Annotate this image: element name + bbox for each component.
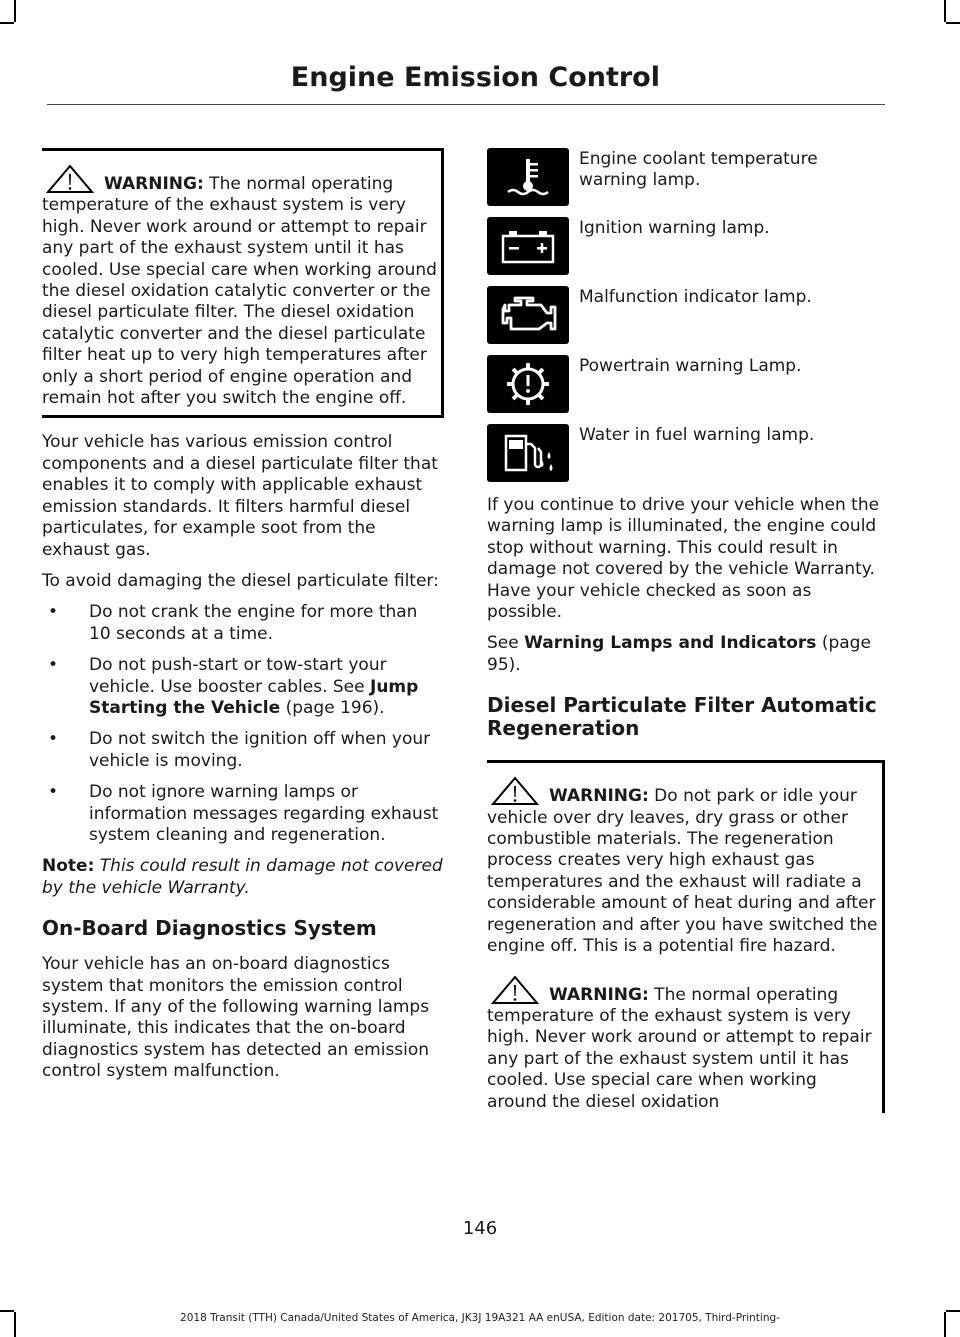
page-number: 146 xyxy=(462,1218,498,1239)
title-divider xyxy=(47,104,885,105)
lamp-label: Malfunction indicator lamp. xyxy=(579,287,812,307)
section-heading-obd: On-Board Diagnostics System xyxy=(42,916,377,941)
lamp-row xyxy=(487,148,885,217)
page-reference: (page 95). xyxy=(487,633,871,675)
battery-icon xyxy=(487,217,569,275)
note-text: This could result in damage not covered by the vehicle Warranty. xyxy=(42,856,443,898)
right-column xyxy=(487,148,885,1113)
warning-text xyxy=(42,163,439,409)
see-reference xyxy=(487,633,885,676)
intro-paragraph: Your vehicle has various emission control components and a diesel particulate filter that enables it to comply with applicable exhaust emission standards. It filters harmful diesel particulates, for example soot from the exhaust gas. xyxy=(42,432,438,560)
warning-triangle-icon xyxy=(487,775,543,807)
avoid-intro: To avoid damaging the diesel particulate filter: xyxy=(42,570,439,591)
crop-mark xyxy=(0,22,14,24)
edition-footer: 2018 Transit (TTH) Canada/United States of America, JK3J 19A321 AA enUSA, Edition date: 201705, Third-Printing- xyxy=(180,1312,780,1324)
left-column xyxy=(42,148,444,1093)
obd-paragraph: Your vehicle has an on-board diagnostics system that monitors the emission control system. If any of the following warning lamps illuminate, this indicates that the on-board diagnostics system has detected an emission control system malfunction. xyxy=(42,954,430,1082)
list-item: • Do not crank the engine for more than 10 seconds at a time. xyxy=(42,602,444,645)
list-item xyxy=(42,655,444,719)
warning-box xyxy=(487,760,885,1113)
warning-body: The normal operating temperature of the exhaust system is very high. Never work around or attempt to repair any part of the exhaust system until it has cooled. Use special care when working around the diesel oxidation catalytic converter or the diesel particulate filter. The diesel oxidation catalytic converter and the diesel particulate filter heat up to very high temperatures after only a short period of engine operation and remain hot after you switch the engine off. xyxy=(42,174,437,409)
cross-reference-link[interactable]: Warning Lamps and Indicators xyxy=(524,633,817,654)
list-item: • Do not ignore warning lamps or information messages regarding exhaust system cleaning and regeneration. xyxy=(42,782,444,846)
warning-triangle-icon xyxy=(487,974,543,1006)
cross-reference-link[interactable]: Jump Starting the Vehicle xyxy=(89,676,419,718)
crop-mark xyxy=(14,0,16,22)
lamp-row xyxy=(487,424,885,493)
warning-text xyxy=(487,974,880,1113)
warning-label: WARNING: xyxy=(549,984,649,1005)
note-label: Note: xyxy=(42,856,95,877)
powertrain-gear-icon xyxy=(487,355,569,413)
warning-box xyxy=(42,148,444,418)
engine-icon xyxy=(487,286,569,344)
lamp-label: Water in fuel warning lamp. xyxy=(579,425,815,445)
page-reference: (page 196). xyxy=(280,697,385,718)
crop-mark xyxy=(944,0,946,22)
bullet-list xyxy=(42,602,444,846)
lamp-label: Ignition warning lamp. xyxy=(579,218,770,238)
see-text: See xyxy=(487,633,525,654)
warning-label: WARNING: xyxy=(549,786,649,807)
warning-text xyxy=(487,775,880,957)
warning-body: Do not park or idle your vehicle over dry leaves, dry grass or other combustible materials. The regeneration process creates very high exhaust gas temperatures and the exhaust will radiate a considerable amount of heat during and after regeneration and after you have switched the engine off. This is a potential fire hazard. xyxy=(487,786,878,957)
lamp-label: Engine coolant temperature warning lamp. xyxy=(579,149,818,191)
lamp-row xyxy=(487,286,885,355)
continue-paragraph: If you continue to drive your vehicle when the warning lamp is illuminated, the engine could stop without warning. This could result in damage not covered by the vehicle Warranty. Have your vehicle checked as soon as possible. xyxy=(487,495,880,623)
warning-label: WARNING: xyxy=(104,174,204,194)
page-title: Engine Emission Control xyxy=(290,62,660,93)
warning-triangle-icon xyxy=(42,163,98,195)
lamp-row xyxy=(487,355,885,424)
crop-mark xyxy=(946,22,960,24)
lamp-label: Powertrain warning Lamp. xyxy=(579,356,802,376)
note xyxy=(42,856,444,899)
water-in-fuel-icon xyxy=(487,424,569,482)
coolant-temperature-icon xyxy=(487,148,569,206)
lamp-row xyxy=(487,217,885,286)
list-item: • Do not switch the ignition off when your vehicle is moving. xyxy=(42,729,444,772)
section-heading-dpf: Diesel Particulate Filter Automatic Regeneration xyxy=(487,693,877,741)
list-item-text: Do not push-start or tow-start your vehicle. Use booster cables. See xyxy=(89,655,387,697)
warning-body: The normal operating temperature of the exhaust system is very high. Never work around or attempt to repair any part of the exhaust system until it has cooled. Use special care when working around the diesel oxidation xyxy=(487,984,872,1112)
